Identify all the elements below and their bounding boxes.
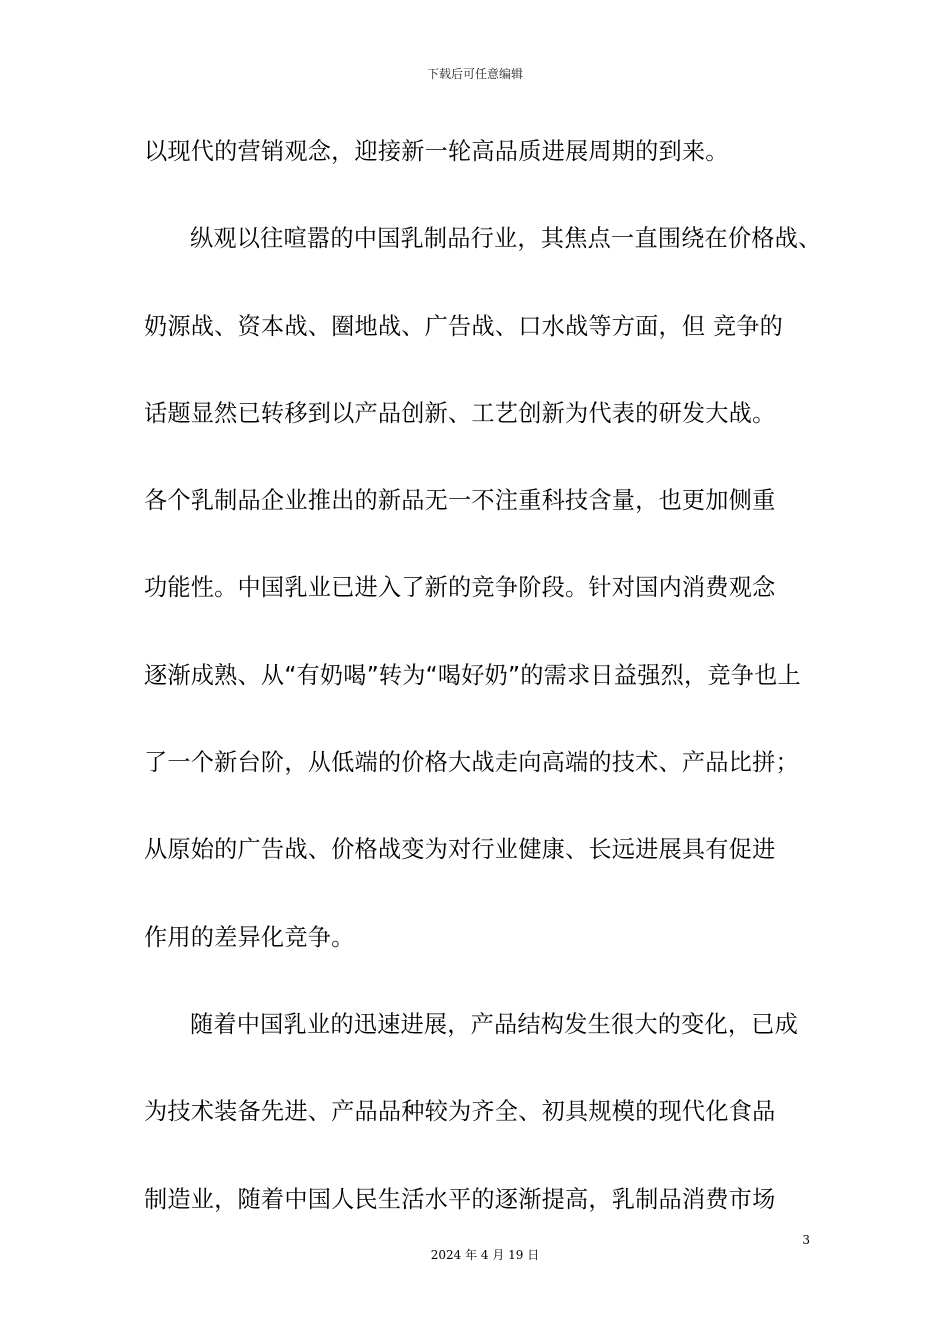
paragraph-line: 纵观以往喧嚣的中国乳制品行业，其焦点一直围绕在价格战、: [190, 225, 822, 253]
paragraph-line: 话题显然已转移到以产品创新、工艺创新为代表的研发大战。: [144, 399, 776, 427]
paragraph-line: 了一个新台阶，从低端的价格大战走向高端的技术、产品比拼；: [144, 749, 799, 777]
paragraph-line: 以现代的营销观念，迎接新一轮高品质进展周期的到来。: [144, 138, 729, 165]
paragraph-line: 制造业，随着中国人民生活水平的逐渐提高，乳制品消费市场: [144, 1185, 776, 1213]
paragraph-line: 奶源战、资本战、圈地战、广告战、口水战等方面，但 竞争的: [144, 312, 784, 340]
paragraph-line: 从原始的广告战、价格战变为对行业健康、长远进展具有促进: [144, 836, 776, 864]
paragraph-line: 为技术装备先进、产品品种较为齐全、初具规模的现代化食品: [144, 1098, 776, 1126]
paragraph-line: 各个乳制品企业推出的新品无一不注重科技含量，也更加侧重: [144, 487, 776, 515]
page-header: 下载后可任意编辑: [426, 67, 523, 81]
document-body: [144, 130, 824, 1265]
paragraph-line: 作用的差异化竞争。: [144, 923, 355, 951]
paragraph-line: 逐渐成熟、从“有奶喝”转为“喝好奶”的需求日益强烈，竞争也上: [144, 661, 801, 689]
footer-date: 2024 年 4 月 19 日: [430, 1248, 540, 1262]
page-number: 3: [802, 1233, 810, 1247]
paragraph-line: 随着中国乳业的迅速进展，产品结构发生很大的变化，已成: [190, 1010, 799, 1038]
paragraph-line: 功能性。中国乳业已进入了新的竞争阶段。针对国内消费观念: [144, 574, 776, 602]
